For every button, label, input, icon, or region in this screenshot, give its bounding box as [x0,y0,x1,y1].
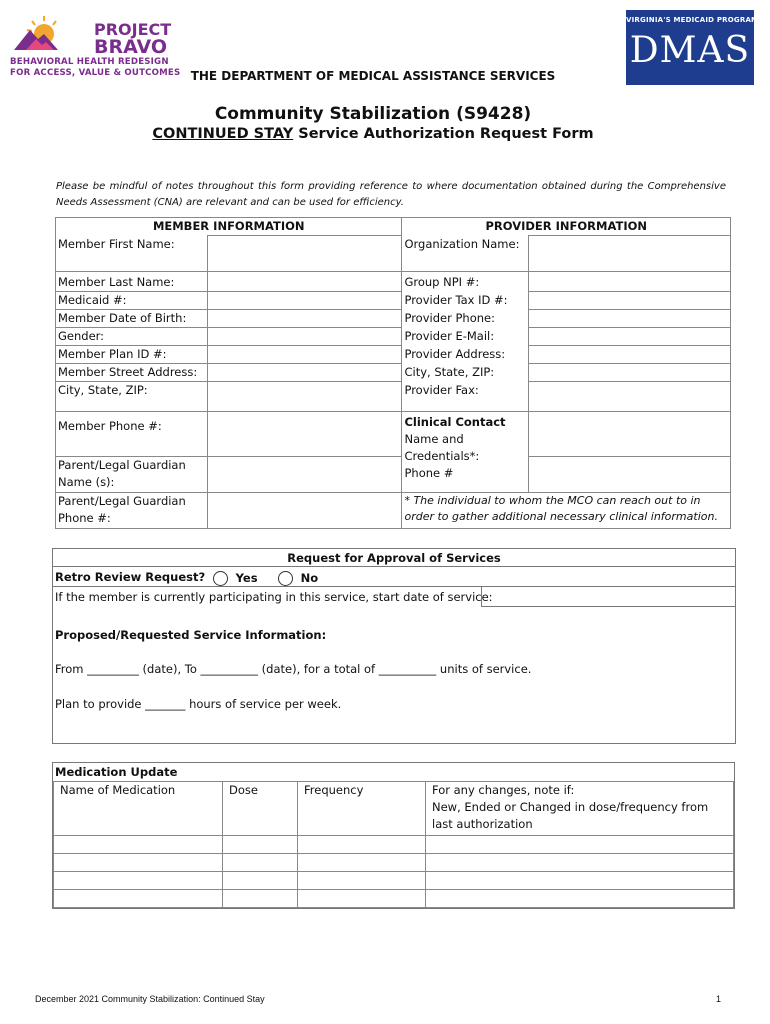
guardian-phone-label-line2: Phone #: [58,511,111,525]
clinical-phone-label: Phone # [404,466,454,480]
medication-name-cell[interactable] [54,854,223,872]
provider-tax-id-field[interactable] [529,292,731,310]
member-first-name-field[interactable] [207,236,402,272]
retro-review-label: Retro Review Request? [55,570,206,584]
retro-yes-option[interactable] [213,568,258,588]
subtitle-continued-stay: CONTINUED STAY [152,126,294,142]
logo-tagline-2: FOR ACCESS, VALUE & OUTCOMES [10,68,181,78]
clinical-contact-label: Clinical Contact [404,415,506,429]
name-credentials-label-1: Name and [404,432,464,446]
clinical-contact-name-field[interactable] [529,412,731,457]
medication-table [53,781,734,908]
provider-email-label: Provider E-Mail: [404,328,495,343]
member-phone-label: Member Phone #: [56,412,208,457]
guardian-name-label [56,457,208,493]
changes-cell[interactable] [426,836,734,854]
request-approval-section [52,548,736,744]
medication-row [54,836,734,854]
form-subtitle [0,126,746,142]
provider-city-field[interactable] [529,364,731,382]
changes-cell[interactable] [426,854,734,872]
provider-address-field[interactable] [529,346,731,364]
organization-name-field[interactable] [529,236,731,272]
service-date-range-line[interactable]: From _________ (date), To __________ (date), for a total of __________ units of service. [55,662,532,676]
dose-cell[interactable] [223,836,298,854]
dose-cell[interactable] [223,890,298,908]
col-frequency: Frequency [298,782,426,836]
gender-field[interactable] [207,328,402,346]
provider-email-field[interactable] [529,328,731,346]
medication-update-header: Medication Update [55,765,178,779]
member-street-field[interactable] [207,364,402,382]
request-approval-header: Request for Approval of Services [53,549,735,567]
provider-address-label: Provider Address: [404,346,506,361]
guardian-phone-field[interactable] [207,493,402,529]
member-first-name-label: Member First Name: [56,236,208,272]
efficiency-note: Please be mindful of notes throughout this form providing reference to where documentation obtained during the Comprehensive Needs Assessment (CNA) are relevant and can be used for efficiency. [56,181,726,208]
logo-tagline-1: BEHAVIORAL HEALTH REDESIGN [10,57,169,67]
member-city-label: City, State, ZIP: [56,382,208,412]
member-plan-id-label: Member Plan ID #: [56,346,208,364]
clinical-contact-phone-field[interactable] [529,457,731,493]
medication-name-cell[interactable] [54,890,223,908]
footnote-line2: order to gather additional necessary clinical information. [404,510,718,523]
dose-cell[interactable] [223,872,298,890]
sunrise-mountain-icon [12,12,60,52]
member-plan-id-field[interactable] [207,346,402,364]
member-phone-field[interactable] [207,412,402,457]
medication-header-row [54,782,734,836]
dose-cell[interactable] [223,854,298,872]
col-medication-name: Name of Medication [54,782,223,836]
retro-review-row [53,567,735,587]
start-date-label: If the member is currently participating in this service, start date of service: [55,590,493,604]
member-city-field[interactable] [207,382,402,412]
hours-per-week-line[interactable]: Plan to provide _______ hours of service per week. [55,697,342,711]
department-name: THE DEPARTMENT OF MEDICAL ASSISTANCE SERVICES [190,69,556,83]
provider-city-label: City, State, ZIP: [404,364,495,379]
guardian-name-field[interactable] [207,457,402,493]
retro-yes-label: Yes [235,571,258,585]
proposed-service-label: Proposed/Requested Service Information: [55,628,327,642]
group-npi-field[interactable] [529,272,731,292]
frequency-cell[interactable] [298,890,426,908]
form-title: Community Stabilization (S9428) [214,104,532,124]
member-last-name-field[interactable] [207,272,402,292]
medication-name-cell[interactable] [54,872,223,890]
retro-no-option[interactable] [278,568,318,588]
provider-fax-label: Provider Fax: [404,382,479,397]
guardian-name-label-line2: Name (s): [58,475,115,489]
retro-yes-radio[interactable] [213,571,228,586]
subtitle-rest: Service Authorization Request Form [293,126,594,142]
provider-info-header: PROVIDER INFORMATION [402,218,731,236]
col-changes-line3: last authorization [432,817,533,831]
page-number: 1 [716,994,722,1004]
frequency-cell[interactable] [298,872,426,890]
member-last-name-label: Member Last Name: [56,272,208,292]
provider-tax-id-label: Provider Tax ID #: [404,292,508,307]
medication-row [54,872,734,890]
medicaid-number-field[interactable] [207,292,402,310]
medication-row [54,890,734,908]
name-credentials-label-2: Credentials*: [404,449,480,463]
retro-no-label: No [300,571,319,585]
dmas-logo-text: DMAS [629,30,751,71]
provider-phone-label: Provider Phone: [404,310,495,325]
footer-text: December 2021 Community Stabilization: Continued Stay [35,994,265,1004]
start-date-row [53,587,735,607]
guardian-name-label-line1: Parent/Legal Guardian [58,458,186,472]
start-date-field[interactable] [481,587,735,607]
footnote-line1: * The individual to whom the MCO can reach out to in [404,494,701,507]
retro-no-radio[interactable] [278,571,293,586]
frequency-cell[interactable] [298,854,426,872]
medication-row [54,854,734,872]
clinical-contact-labels [402,412,529,493]
col-changes-line2: New, Ended or Changed in dose/frequency from [432,800,709,814]
member-street-label: Member Street Address: [56,364,208,382]
guardian-phone-label [56,493,208,529]
guardian-phone-label-line1: Parent/Legal Guardian [58,494,186,508]
col-changes-line1: For any changes, note if: [432,783,575,797]
group-npi-label: Group NPI #: [404,275,480,289]
changes-cell[interactable] [426,890,734,908]
changes-cell[interactable] [426,872,734,890]
clinical-contact-footnote [402,493,731,529]
frequency-cell[interactable] [298,836,426,854]
medication-name-cell[interactable] [54,836,223,854]
member-dob-field[interactable] [207,310,402,328]
medication-update-section [52,762,735,909]
col-dose: Dose [223,782,298,836]
logo-title-project: PROJECT [94,20,172,39]
member-info-header: MEMBER INFORMATION [56,218,402,236]
medicaid-number-label: Medicaid #: [56,292,208,310]
member-provider-table [55,217,731,529]
gender-label: Gender: [56,328,208,346]
provider-fax-field[interactable] [529,382,731,412]
col-changes [426,782,734,836]
provider-phone-field[interactable] [529,310,731,328]
logo-title-bravo: BRAVO [94,36,168,58]
organization-name-label: Organization Name: [402,236,529,272]
member-dob-label: Member Date of Birth: [56,310,208,328]
dmas-program-label: VIRGINIA'S MEDICAID PROGRAM [626,16,759,24]
